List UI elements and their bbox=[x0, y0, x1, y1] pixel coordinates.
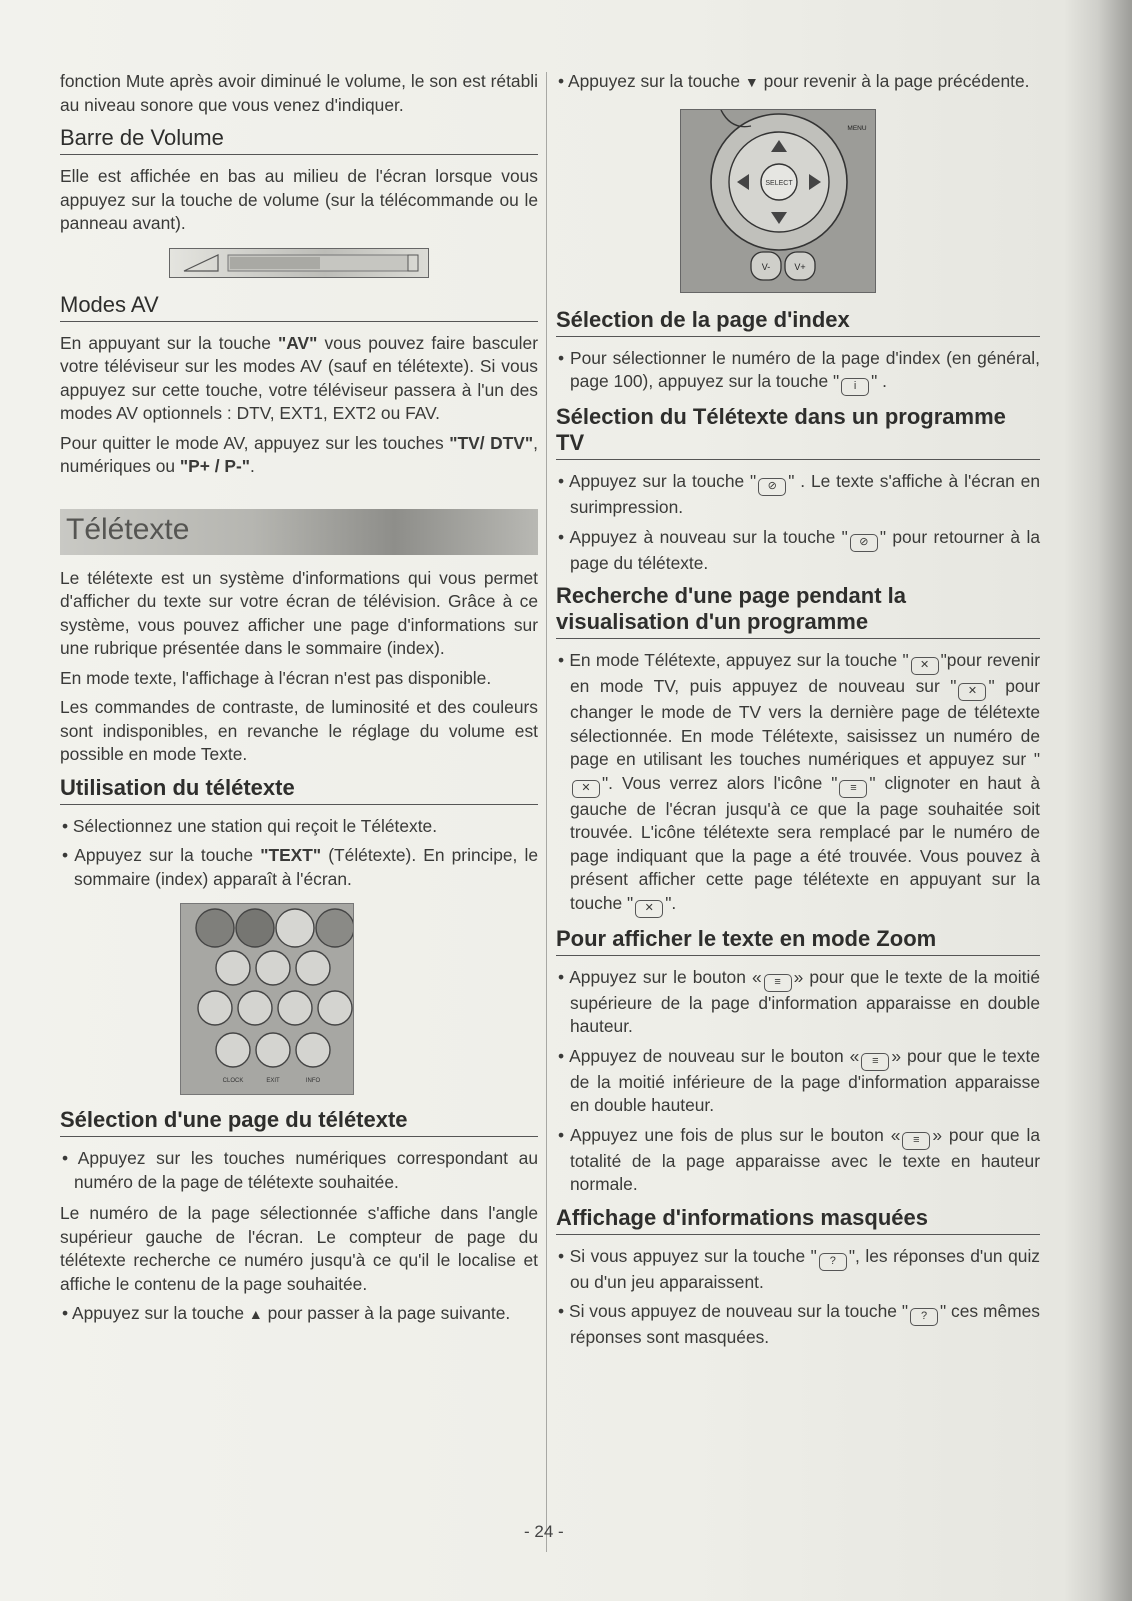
selection-page-list-1 bbox=[60, 1147, 538, 1194]
teletexte-paragraph-3: Les commandes de contraste, de luminosité et des couleurs sont indisponibles, en revanche le réglage du volume est possible en mode Texte. bbox=[60, 697, 538, 764]
remote-vplus-label: V+ bbox=[794, 261, 806, 272]
tv-key-icon: ✕ bbox=[958, 683, 986, 701]
dans-programme-bullet-2: • Appuyez à nouveau sur la touche " ⊘ " pour retourner à la page du télétexte. bbox=[556, 526, 1040, 576]
triangle-up-icon: ▲ bbox=[248, 1306, 263, 1322]
triangle-down-icon: ▼ bbox=[744, 74, 759, 90]
zoom-bullet-3: • Appuyez une fois de plus sur le bouton « ≡ » pour que la totalité de la page apparaisse avec le texte en hauteur normale. bbox=[556, 1124, 1040, 1197]
mix-key-icon: ⊘ bbox=[850, 534, 878, 552]
index-bullet: • Pour sélectionner le numéro de la page d'index (en général, page 100), appuyez sur la touche " i " . bbox=[556, 347, 1040, 397]
remote-navigation-image bbox=[680, 109, 876, 293]
heading-utilisation: Utilisation du télétexte bbox=[60, 775, 538, 805]
zoom-bullet-2: • Appuyez de nouveau sur le bouton « ≡ » pour que le texte de la moitié inférieure de la page d'information apparaisse en double hauteur. bbox=[556, 1045, 1040, 1118]
remote-buttons-image bbox=[180, 903, 354, 1095]
reveal-key-icon: ? bbox=[910, 1308, 938, 1326]
selection-page-bullet-2: • Appuyez sur la touche ▲ pour passer à la page suivante. bbox=[60, 1302, 538, 1327]
zoom-list bbox=[556, 966, 1040, 1197]
heading-recherche: Recherche d'une page pendant la visualisation d'un programme bbox=[556, 583, 1040, 639]
masquees-bullet-2: • Si vous appuyez de nouveau sur la touche " ? " ces mêmes réponses sont masquées. bbox=[556, 1300, 1040, 1350]
zoom-key-icon: ≡ bbox=[902, 1132, 930, 1150]
heading-dans-programme: Sélection du Télétexte dans un programme TV bbox=[556, 404, 1040, 460]
teletexte-title-band bbox=[60, 509, 538, 555]
column-divider bbox=[546, 72, 547, 1552]
teletexte-paragraph-2: En mode texte, l'affichage à l'écran n'est pas disponible. bbox=[60, 667, 492, 688]
barre-paragraph: Elle est affichée en bas au milieu de l'écran lorsque vous appuyez sur la touche de volume (sur la télécommande ou le panneau avant). bbox=[60, 166, 538, 233]
selection-page-bullet-1: • Appuyez sur les touches numériques correspondant au numéro de la page de télétexte souhaitée. bbox=[60, 1147, 538, 1194]
left-column bbox=[60, 70, 538, 1335]
prev-page-bullet: • Appuyez sur la touche ▼ pour revenir à la page précédente. bbox=[556, 70, 1040, 95]
right-column bbox=[556, 70, 1040, 1358]
heading-modes-av: Modes AV bbox=[60, 292, 538, 322]
masquees-bullet-1: • Si vous appuyez sur la touche " ? ", les réponses d'un quiz ou d'un jeu apparaissent. bbox=[556, 1245, 1040, 1295]
modes-paragraph-2: Pour quitter le mode AV, appuyez sur les touches "TV/ DTV", numériques ou "P+ / P-". bbox=[60, 432, 538, 476]
remote-vminus-label: V- bbox=[761, 261, 771, 272]
recherche-bullet: • En mode Télétexte, appuyez sur la touche " ✕ "pour revenir en mode TV, puis appuyez de nouveau sur " ✕ " pour changer le mode de TV vers la dernière page de télétexte sélectionnée. En mode Télétexte, saisissez un numéro de page en utilisant les touches numériques et appuyez sur "✕ ". Vous verrez alors l'icône " ≡ " clignoter en haut à gauche de l'écran jusqu'à ce que la page souhaitée soit trouvée. L'icône télétexte sera remplacé par le numéro de page indiquant que la page a été trouvée. Vous pouvez à présent afficher cette page télétexte en appuyant sur la touche " ✕ ". bbox=[556, 649, 1040, 918]
selection-page-list-2 bbox=[60, 1302, 538, 1327]
utilisation-bullet-2: • Appuyez sur la touche "TEXT" (Télétexte). En principe, le sommaire (index) apparaît à l'écran. bbox=[60, 844, 538, 891]
tv-key-icon: ✕ bbox=[911, 657, 939, 675]
heading-selection-page: Sélection d'une page du télétexte bbox=[60, 1107, 538, 1137]
heading-barre-de-volume: Barre de Volume bbox=[60, 125, 538, 155]
tv-key-icon: ✕ bbox=[572, 780, 600, 798]
zoom-bullet-1: • Appuyez sur le bouton « ≡ » pour que le texte de la moitié supérieure de la page d'information apparaisse en double hauteur. bbox=[556, 966, 1040, 1039]
masquees-list bbox=[556, 1245, 1040, 1350]
mix-key-icon: ⊘ bbox=[758, 478, 786, 496]
tv-key-icon: ✕ bbox=[635, 900, 663, 918]
utilisation-bullet-1: • Sélectionnez une station qui reçoit le Télétexte. bbox=[60, 815, 538, 839]
dans-programme-list bbox=[556, 470, 1040, 575]
index-key-icon: i bbox=[841, 378, 869, 396]
page-number: - 24 - bbox=[524, 1522, 564, 1541]
zoom-key-icon: ≡ bbox=[764, 974, 792, 992]
heading-index: Sélection de la page d'index bbox=[556, 307, 1040, 337]
intro-paragraph: fonction Mute après avoir diminué le volume, le son est rétabli au niveau sonore que vous venez d'indiquer. bbox=[60, 71, 538, 115]
remote-label-exit: EXIT bbox=[266, 1078, 280, 1084]
utilisation-list bbox=[60, 815, 538, 892]
remote-label-clock: CLOCK bbox=[222, 1078, 244, 1084]
prev-page-list bbox=[556, 70, 1040, 95]
remote-label-info: INFO bbox=[305, 1078, 321, 1084]
recherche-list bbox=[556, 649, 1040, 918]
teletexte-paragraph-1: Le télétexte est un système d'informations qui vous permet d'afficher du texte sur votre écran de télévision. Grâce à ce système, vous pouvez afficher une page d'informations sur une rubrique présentée dans le sommaire (index). bbox=[60, 567, 538, 658]
dans-programme-bullet-1: • Appuyez sur la touche " ⊘ " . Le texte s'affiche à l'écran en surimpression. bbox=[556, 470, 1040, 520]
selection-page-paragraph: Le numéro de la page sélectionnée s'affiche dans l'angle supérieur gauche de l'écran. Le compteur de page du télétexte recherche ce numéro jusqu'à ce qu'il le localise et affiche le contenu de la page souhaitée. bbox=[60, 1203, 538, 1294]
teletext-icon: ≡ bbox=[839, 780, 867, 798]
modes-paragraph-1: En appuyant sur la touche "AV" vous pouvez faire basculer votre téléviseur sur les modes AV (sauf en télétexte). Si vous appuyez sur cette touche, votre téléviseur passera à l'un des modes AV optionnels : DTV, EXT1, EXT2 ou FAV. bbox=[60, 332, 538, 423]
reveal-key-icon: ? bbox=[819, 1253, 847, 1271]
remote-menu-label: MENU bbox=[847, 124, 867, 132]
index-list bbox=[556, 347, 1040, 397]
volume-bar-image bbox=[169, 248, 429, 278]
heading-zoom: Pour afficher le texte en mode Zoom bbox=[556, 926, 1040, 956]
teletexte-title: Télétexte bbox=[66, 512, 190, 546]
heading-masquees: Affichage d'informations masquées bbox=[556, 1205, 1040, 1235]
remote-select-label: SELECT bbox=[765, 179, 793, 187]
zoom-key-icon: ≡ bbox=[861, 1053, 889, 1071]
